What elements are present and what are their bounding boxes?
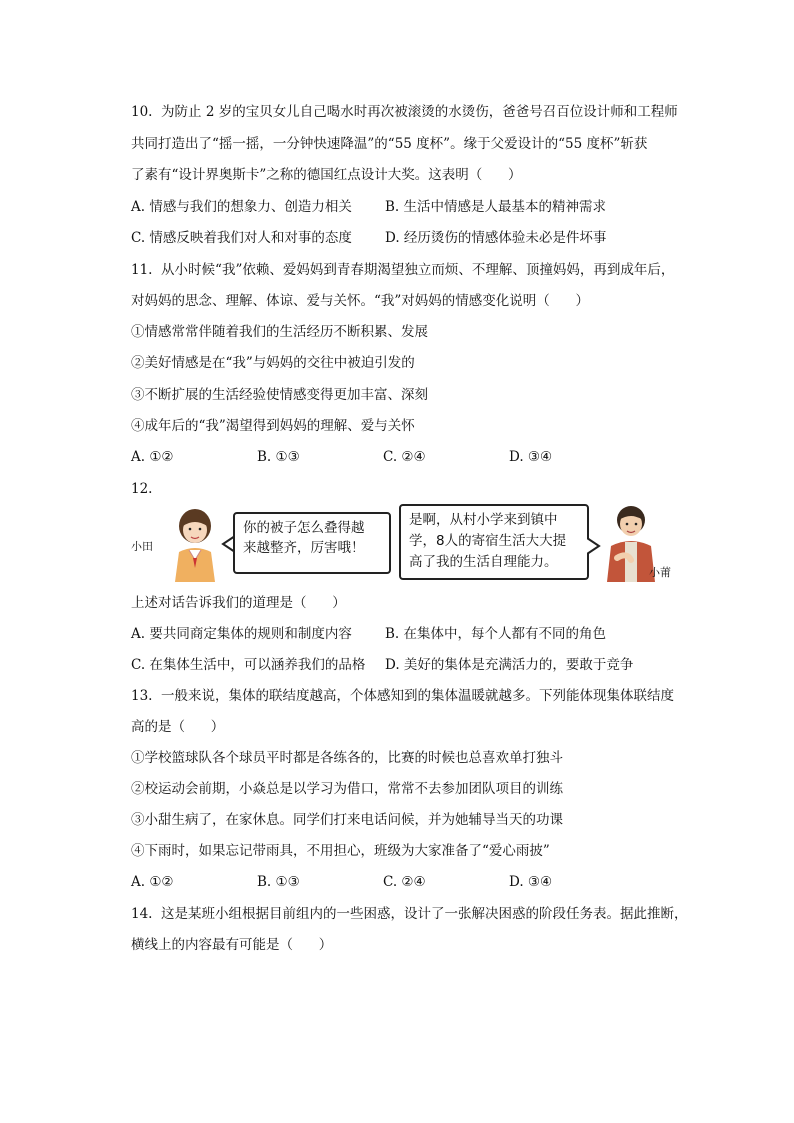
q14-stem-line2: 横线上的内容最有可能是（ ） (131, 937, 333, 953)
q11-statement-4: ④成年后的“我”渴望得到妈妈的理解、爱与关怀 (131, 418, 415, 434)
girl-figure-icon (165, 506, 227, 582)
q12-number: 12. (131, 481, 153, 497)
q11-option-c[interactable]: C. ②④ (383, 449, 426, 465)
q10-option-d[interactable]: D. 经历烫伤的情感体验未必是件坏事 (385, 230, 607, 246)
q11-option-b[interactable]: B. ①③ (257, 449, 300, 465)
character-name-left: 小田 (131, 540, 153, 553)
q10-option-a[interactable]: A. 情感与我们的想象力、创造力相关 (131, 199, 352, 215)
q13-option-b[interactable]: B. ①③ (257, 874, 300, 890)
q10-stem-line2: 共同打造出了“摇一摇，一分钟快速降温”的“55 度杯”。缘于父爱设计的“55 度杯”斩获 (131, 136, 648, 152)
q13-statement-1: ①学校篮球队各个球员平时都是各练各的，比赛的时候也总喜欢单打独斗 (131, 750, 563, 766)
q11-statement-3: ③不断扩展的生活经验使情感变得更加丰富、深刻 (131, 387, 428, 403)
q11-option-a[interactable]: A. ①② (131, 449, 174, 465)
q12-option-d[interactable]: D. 美好的集体是充满活力的，要敢于竞争 (385, 657, 634, 673)
q11-statement-1: ①情感常常伴随着我们的生活经历不断积累、发展 (131, 324, 428, 340)
q11-stem-line1: 11. 从小时候“我”依赖、爱妈妈到青春期渴望独立而烦、不理解、顶撞妈妈，再到成年后， (131, 262, 675, 278)
q13-statement-3: ③小甜生病了，在家休息。同学们打来电话问候，并为她辅导当天的功课 (131, 812, 563, 828)
q11-stem-line2: 对妈妈的思念、理解、体谅、爱与关怀。“我”对妈妈的情感变化说明（ ） (131, 293, 590, 309)
q10-option-c[interactable]: C. 情感反映着我们对人和对事的态度 (131, 230, 352, 246)
q10-stem-line1: 10. 为防止 2 岁的宝贝女儿自己喝水时再次被滚烫的水烫伤，爸爸号召百位设计师和工程师 (131, 104, 678, 120)
q12-comic-illustration (131, 502, 687, 584)
q11-statement-2: ②美好情感是在“我”与妈妈的交往中被迫引发的 (131, 355, 415, 371)
speech-bubble-left: 你的被子怎么叠得越 来越整齐，厉害哦！ (233, 512, 391, 574)
q10-stem-line3: 了素有“设计界奥斯卡”之称的德国红点设计大奖。这表明（ ） (131, 167, 522, 183)
q14-stem-line1: 14. 这是某班小组根据目前组内的一些困惑，设计了一张解决困惑的阶段任务表。据此推断， (131, 906, 688, 922)
q13-option-c[interactable]: C. ②④ (383, 874, 426, 890)
q13-statement-4: ④下雨时，如果忘记带雨具，不用担心，班级为大家准备了“爱心雨披” (131, 843, 550, 859)
q12-option-b[interactable]: B. 在集体中，每个人都有不同的角色 (385, 626, 607, 642)
q11-option-d[interactable]: D. ③④ (509, 449, 553, 465)
character-name-right: 小莆 (649, 566, 671, 579)
q12-stem: 上述对话告诉我们的道理是（ ） (131, 595, 346, 611)
q13-stem-line2: 高的是（ ） (131, 719, 225, 735)
q10-option-b[interactable]: B. 生活中情感是人最基本的精神需求 (385, 199, 607, 215)
speech-bubble-right: 是啊，从村小学来到镇中 学，8人的寄宿生活大大提 高了我的生活自理能力。 (399, 504, 589, 580)
q12-option-c[interactable]: C. 在集体生活中，可以涵养我们的品格 (131, 657, 366, 673)
q13-stem-line1: 13. 一般来说，集体的联结度越高，个体感知到的集体温暖就越多。下列能体现集体联结度 (131, 688, 675, 704)
q13-option-d[interactable]: D. ③④ (509, 874, 553, 890)
q12-option-a[interactable]: A. 要共同商定集体的规则和制度内容 (131, 626, 352, 642)
q13-option-a[interactable]: A. ①② (131, 874, 174, 890)
q13-statement-2: ②校运动会前期，小焱总是以学习为借口，常常不去参加团队项目的训练 (131, 781, 563, 797)
